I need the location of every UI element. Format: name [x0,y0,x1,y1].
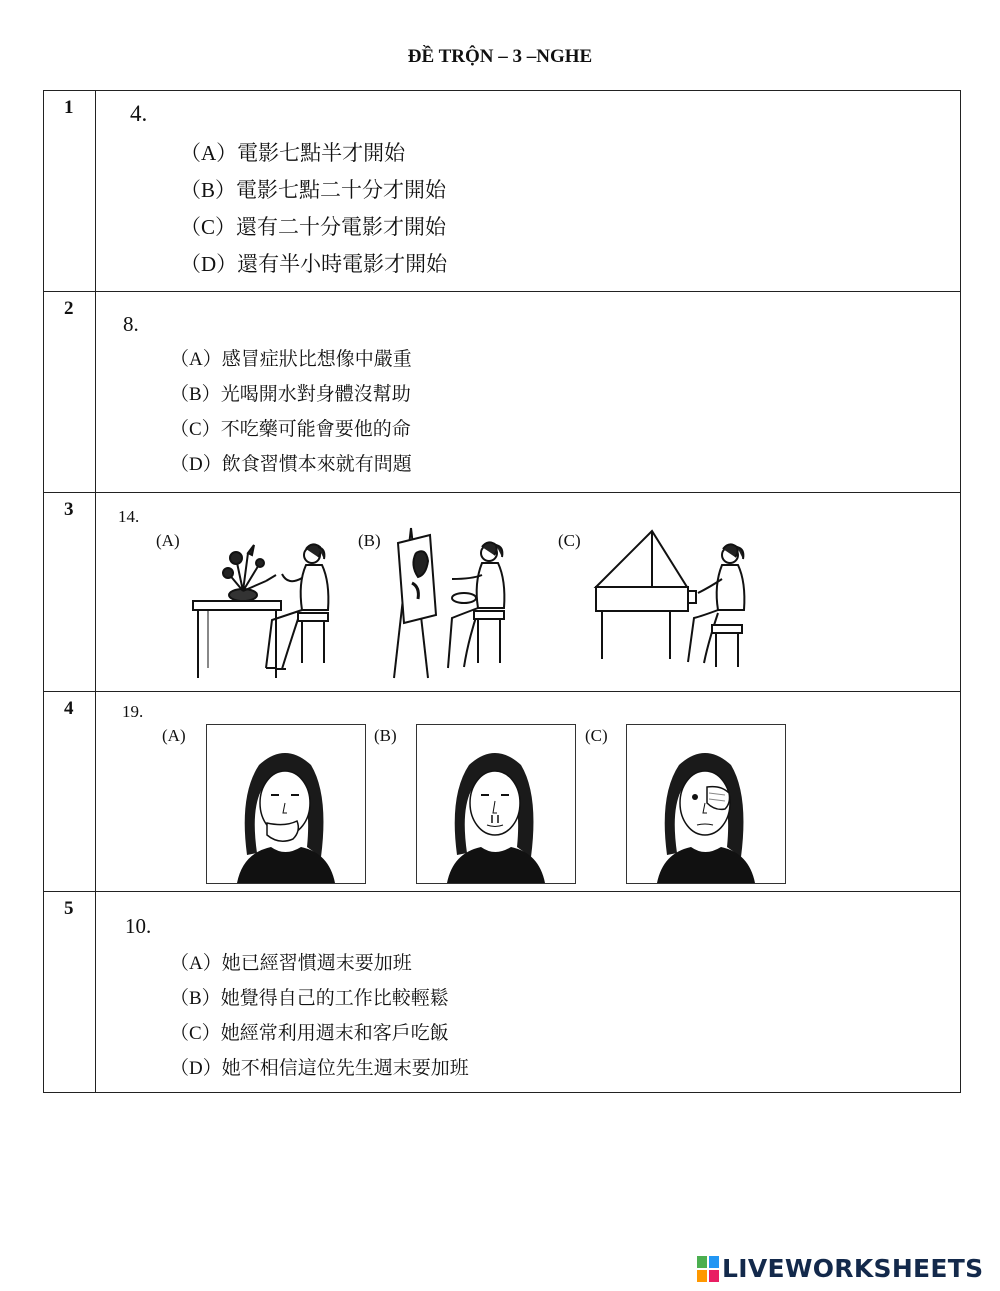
question-cell [96,692,961,892]
option-c[interactable]: （C）不吃藥可能會要他的命 [170,418,411,440]
woman-sore-throat-illustration[interactable] [206,724,366,884]
table-row [44,692,961,892]
option-c[interactable]: （C）還有二十分電影才開始 [180,215,447,239]
liveworksheets-logo[interactable] [697,1254,983,1283]
table-row [44,892,961,1093]
row-number: 3 [44,493,96,692]
option-a[interactable]: （A）感冒症狀比想像中嚴重 [170,348,412,370]
question-table [43,90,961,1093]
table-row [44,493,961,692]
picture-label-a: (A) [156,531,180,550]
option-b[interactable]: （B）她覺得自己的工作比較輕鬆 [170,987,449,1009]
option-d[interactable]: （D）還有半小時電影才開始 [180,252,448,276]
option-a[interactable]: （A）電影七點半才開始 [180,141,406,165]
option-b[interactable]: （B）光喝開水對身體沒幫助 [170,383,411,405]
question-number: 10. [125,914,152,938]
options-list [170,342,412,482]
options-list [180,135,447,283]
option-d[interactable]: （D）飲食習慣本來就有問題 [170,453,412,475]
options-list [170,946,469,1086]
row-number: 5 [44,892,96,1093]
option-d[interactable]: （D）她不相信這位先生週末要加班 [170,1057,469,1079]
liveworksheets-logo-icon [697,1256,719,1282]
question-number: 8. [123,312,139,336]
table-row [44,292,961,493]
question-number: 19. [122,702,144,721]
row-number: 4 [44,692,96,892]
option-b[interactable]: （B）電影七點二十分才開始 [180,178,447,202]
option-c[interactable]: （C）她經常利用週末和客戶吃飯 [170,1022,449,1044]
question-cell [96,493,961,692]
woman-eye-patch-illustration[interactable] [626,724,786,884]
question-cell [96,892,961,1093]
picture-label-a: (A) [162,726,186,745]
table-row [44,91,961,292]
woman-runny-nose-illustration[interactable] [416,724,576,884]
row-number: 2 [44,292,96,493]
brand-name: LIVEWORKSHEETS [722,1254,984,1283]
question-cell [96,91,961,292]
picture-label-b: (B) [358,531,381,550]
picture-label-c: (C) [558,531,581,550]
picture-label-c: (C) [585,726,608,745]
row-number: 1 [44,91,96,292]
page-title: ĐỀ TRỘN – 3 –NGHE [407,46,593,67]
question-number: 14. [118,507,140,526]
question-cell [96,292,961,493]
question-number: 4. [130,101,148,126]
picture-label-b: (B) [374,726,397,745]
piano-playing-illustration[interactable] [592,527,762,682]
painting-illustration[interactable] [386,523,526,683]
flower-arranging-illustration[interactable] [188,533,338,683]
option-a[interactable]: （A）她已經習慣週末要加班 [170,952,412,974]
